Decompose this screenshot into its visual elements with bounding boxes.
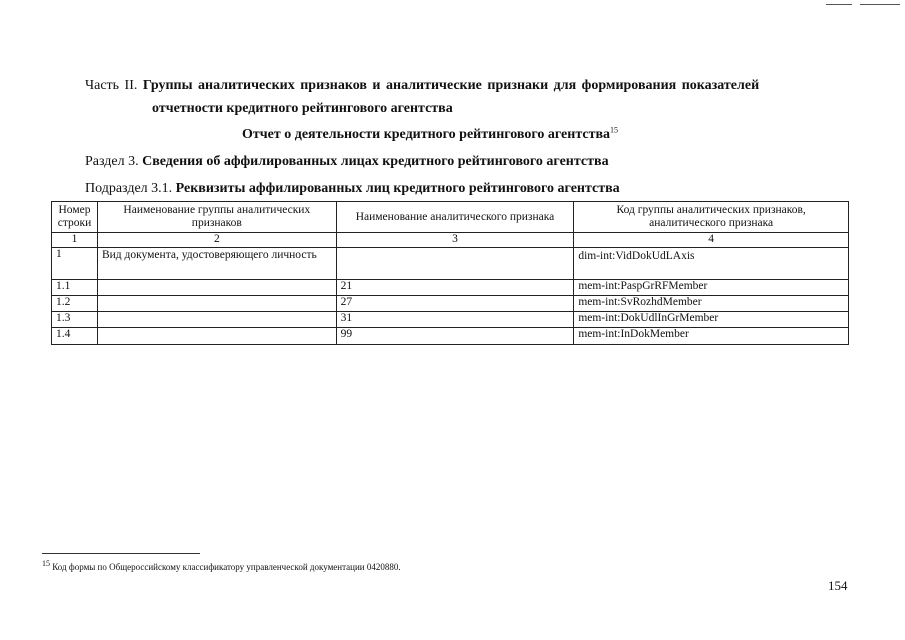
column-number: 1	[52, 233, 98, 248]
part-title-line2: отчетности кредитного рейтингового агентства	[152, 101, 453, 116]
row-number: 1.2	[52, 296, 98, 312]
report-title	[242, 126, 618, 144]
row-group	[97, 296, 336, 312]
row-group	[97, 312, 336, 328]
row-number: 1	[52, 248, 98, 280]
row-code: mem-int:DokUdlInGrMember	[574, 312, 849, 328]
section-heading	[85, 153, 609, 171]
row-name: 27	[336, 296, 574, 312]
header-row-number: Номер строки	[52, 202, 98, 233]
header-code: Код группы аналитических признаков, аналитического признака	[574, 202, 849, 233]
table-row	[52, 280, 849, 296]
footnote-divider	[42, 553, 200, 554]
report-title-text: Отчет о деятельности кредитного рейтингового агентства	[242, 127, 611, 142]
row-number: 1.3	[52, 312, 98, 328]
report-footnote-mark: 15	[610, 125, 619, 135]
column-number: 2	[97, 233, 336, 248]
table-row	[52, 312, 849, 328]
row-group	[97, 280, 336, 296]
part-label: Часть II.	[85, 78, 138, 93]
footnote	[42, 559, 401, 572]
row-code: mem-int:PaspGrRFMember	[574, 280, 849, 296]
row-name: 31	[336, 312, 574, 328]
row-name: 99	[336, 328, 574, 345]
section-label: Раздел 3.	[85, 154, 139, 169]
row-group	[97, 328, 336, 345]
row-group: Вид документа, удостоверяющего личность	[97, 248, 336, 280]
row-name	[336, 248, 574, 280]
affiliates-requisites-table	[51, 201, 849, 345]
subsection-heading	[85, 180, 620, 198]
part-title-line1: Группы аналитических признаков и аналитические признаки для формирования показателей	[142, 78, 760, 93]
table-column-numbers-row	[52, 233, 849, 248]
column-number: 3	[336, 233, 574, 248]
header-feature-name: Наименование аналитического признака	[336, 202, 574, 233]
table-row	[52, 328, 849, 345]
part-heading-line2	[152, 100, 453, 118]
part-heading-line1	[85, 77, 759, 95]
table-row	[52, 296, 849, 312]
row-number: 1.1	[52, 280, 98, 296]
corner-rule-1	[826, 4, 852, 5]
column-number: 4	[574, 233, 849, 248]
subsection-title: Реквизиты аффилированных лиц кредитного рейтингового агентства	[175, 181, 620, 196]
page-number: 154	[828, 578, 848, 593]
footnote-mark: 15	[42, 559, 50, 568]
footnote-text: Код формы по Общероссийскому классификатору управленческой документации 0420880.	[52, 562, 401, 572]
row-code: dim-int:VidDokUdLAxis	[574, 248, 849, 280]
header-group-name: Наименование группы аналитических признаков	[97, 202, 336, 233]
row-code: mem-int:InDokMember	[574, 328, 849, 345]
corner-rule-2	[860, 4, 900, 5]
row-name: 21	[336, 280, 574, 296]
table-row	[52, 248, 849, 280]
row-code: mem-int:SvRozhdMember	[574, 296, 849, 312]
section-title: Сведения об аффилированных лицах кредитного рейтингового агентства	[142, 154, 609, 169]
row-number: 1.4	[52, 328, 98, 345]
table-header-row	[52, 202, 849, 233]
subsection-label: Подраздел 3.1.	[85, 181, 173, 196]
